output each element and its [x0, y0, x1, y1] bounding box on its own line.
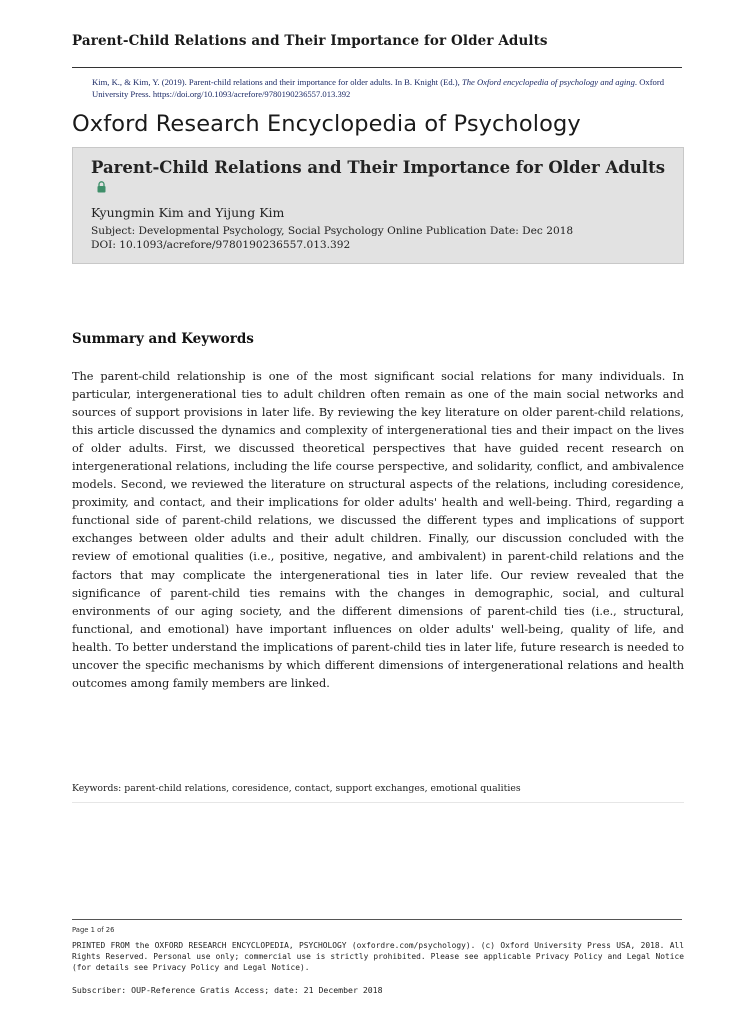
article-title: [91, 159, 666, 197]
article-header-box: [72, 147, 684, 264]
page-number: Page 1 of 26: [72, 926, 115, 934]
abstract-paragraph: The parent-child relationship is one of the most significant social relations for many individuals. In particular, intergenerational ties to adult children often remain as one of the main social networks and sources of support provisions in later life. By reviewing the key literature on older parent-child relations, this article discussed the dynamics and complexity of intergenerational ties and their impact on the lives of older adults. First, we discussed theoretical perspectives that have guided recent research on intergenerational relations, including the life course perspective, and solidarity, conflict, and ambivalence models. Second, we reviewed the literature on structural aspects of the relations, including coresidence, proximity, and contact, and their implications for older adults' health and well-being. Third, regarding a functional side of parent-child relations, we discussed the different types and implications of support exchanges between older adults and their adult children. Finally, our discussion concluded with the review of emotional qualities (i.e., positive, negative, and ambivalent) in parent-child relations and the factors that may complicate the intergenerational ties in later life. Our review revealed that the significance of parent-child ties remains with the changes in demographic, social, and cultural environments of our aging society, and the different dimensions of parent-child ties (i.e., structural, functional, and emotional) have important influences on older adults' well-being, quality of life, and health. To better understand the implications of parent-child ties in later life, future research is needed to uncover the specific mechanisms by which different dimensions of intergenerational relations and health outcomes among family members are linked.: [72, 370, 684, 690]
article-subject-line: Subject: Developmental Psychology, Social Psychology Online Publication Date: Dec 2018: [91, 225, 574, 237]
keywords-divider: [72, 802, 684, 803]
summary-heading: Summary and Keywords: [72, 331, 254, 347]
article-doi: DOI: 10.1093/acrefore/9780190236557.013.392: [91, 239, 351, 251]
footer-divider: [72, 919, 682, 920]
citation: [92, 76, 682, 100]
citation-prefix: Kim, K., & Kim, Y. (2019). Parent-child relations and their importance for older adults. In B. Knight (Ed.),: [92, 77, 462, 87]
header-divider: [72, 67, 682, 68]
subscriber-line: Subscriber: OUP-Reference Gratis Access; date: 21 December 2018: [72, 985, 383, 995]
article-authors: Kyungmin Kim and Yijung Kim: [91, 205, 285, 220]
running-head: Parent-Child Relations and Their Importance for Older Adults: [72, 33, 548, 49]
citation-book-title: The Oxford encyclopedia of psychology and aging: [461, 77, 635, 87]
lock-icon: [97, 179, 106, 197]
encyclopedia-name: Oxford Research Encyclopedia of Psychology: [72, 111, 581, 137]
printed-notice: PRINTED FROM the OXFORD RESEARCH ENCYCLOPEDIA, PSYCHOLOGY (oxfordre.com/psychology). (c) Oxford University Press USA, 2018. All Rights Reserved. Personal use only; commercial use is strictly prohibited. Please see applicable Privacy Policy and Legal Notice (for details see Privacy Policy and Legal Notice).: [72, 941, 684, 972]
citation-suffix: . Oxford University Press. https://doi.org/10.1093/acrefore/9780190236557.013.392: [92, 77, 665, 99]
article-title-text: Parent-Child Relations and Their Importance for Older Adults: [91, 158, 665, 177]
keywords: Keywords: parent-child relations, coresidence, contact, support exchanges, emotional qualities: [72, 783, 521, 794]
